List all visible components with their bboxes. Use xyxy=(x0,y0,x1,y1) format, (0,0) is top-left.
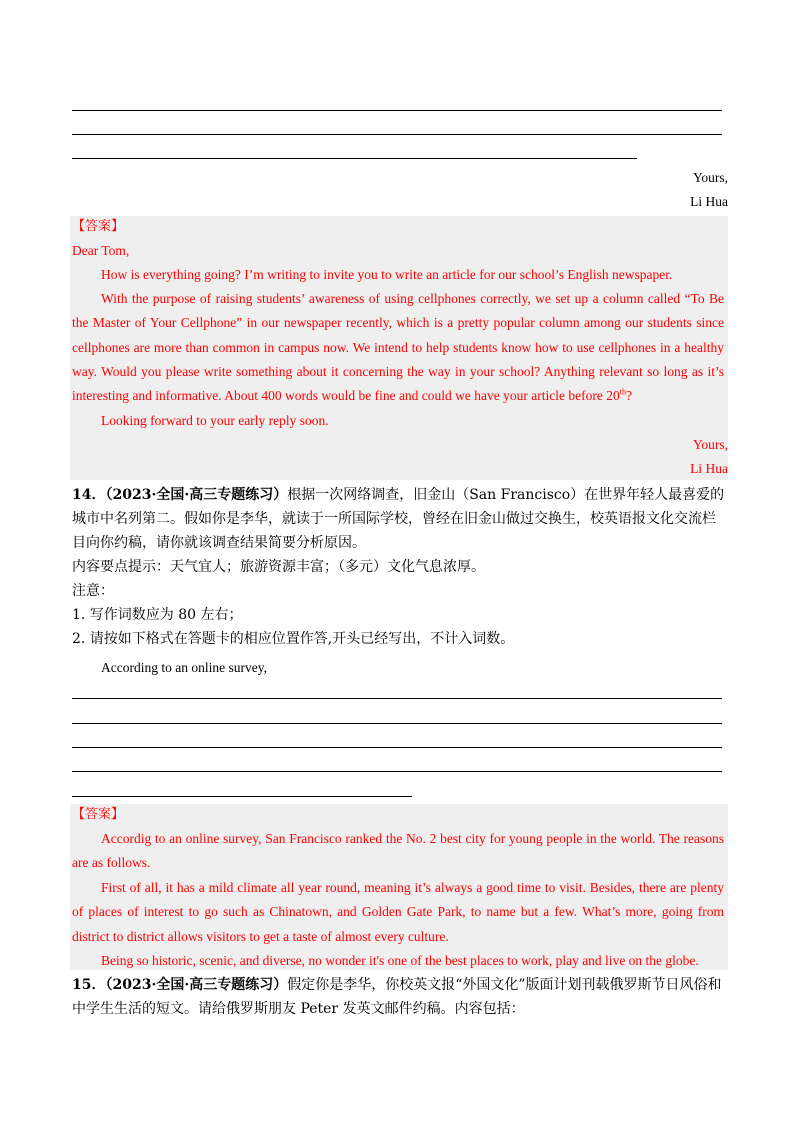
question-source: （2023·全国·高三专题练习） xyxy=(105,977,288,993)
answer-line xyxy=(72,747,722,748)
answer-line xyxy=(72,796,412,797)
question-hints: 内容要点提示：天气宜人；旅游资源丰富；（多元）文化气息浓厚。 xyxy=(72,559,485,575)
answer-line xyxy=(72,771,722,772)
question-prompt: 假定你是李华，你校英文报“外国文化”版面计划刊载俄罗斯节日风俗和中学生生活的短文。请给俄罗斯朋友 Peter 发英文邮件约稿。内容包括： xyxy=(72,977,722,1017)
answer-line xyxy=(72,698,722,699)
answer-closing: Yours, xyxy=(692,437,728,452)
letter-signature: Li Hua xyxy=(690,194,728,209)
answer-tag: 【答案】 xyxy=(72,219,125,234)
note-item: 1. 写作词数应为 80 左右； xyxy=(72,607,243,623)
answer-tag: 【答案】 xyxy=(72,807,125,822)
question-source: （2023·全国·高三专题练习） xyxy=(105,487,288,503)
answer-salutation: Dear Tom, xyxy=(72,243,130,258)
answer-signature: Li Hua xyxy=(690,461,728,476)
question-number: 14． xyxy=(72,487,106,503)
answer-line xyxy=(72,134,722,135)
answer-paragraph: With the purpose of raising students’ awareness of using cellphones correctly, we set up a column called “To Be the Master of Your Cellphone” in our newspaper recently, which is a pretty popular column among our students since cellphones are more than common in campus now. We intend to help students know how to use cellphones in a healthy way. Would you please write something about it concerning the way in your school? Anything relevant so long as it’s interesting and informative. About 400 words would be fine and could we have your article before 20th? xyxy=(72,291,724,404)
question-prompt: 根据一次网络调查，旧金山（San Francisco）在世界年轻人最喜爱的城市中名列第二。假如你是李华，就读于一所国际学校，曾经在旧金山做过交换生，校英语报文化交流栏目向你约稿，请你就该调查结果简要分析原因。 xyxy=(72,487,725,551)
answer-paragraph: How is everything going? I’m writing to invite you to write an article for our school’s English newspaper. xyxy=(101,267,673,282)
answer-line xyxy=(72,723,722,724)
answer-paragraph: Accordig to an online survey, San Francisco ranked the No. 2 best city for young people in the world. The reasons are as follows. xyxy=(72,831,724,871)
letter-closing: Yours, xyxy=(692,170,728,185)
superscript: th xyxy=(619,387,626,397)
essay-opening: According to an online survey, xyxy=(101,660,267,675)
note-item: 2. 请按如下格式在答题卡的相应位置作答,开头已经写出，不计入词数。 xyxy=(72,631,515,647)
question-14 xyxy=(72,483,726,555)
notes-title: 注意： xyxy=(72,583,114,599)
answer-paragraph: Being so historic, scenic, and diverse, no wonder it's one of the best places to work, play and live on the globe. xyxy=(101,953,699,968)
answer-paragraph: Looking forward to your early reply soon. xyxy=(101,413,329,428)
answer-line xyxy=(72,158,637,159)
answer-paragraph: First of all, it has a mild climate all year round, meaning it’s always a good time to visit. Besides, there are plenty of places of interest to go such as Chinatown, and Golden Gate Park, to name but a few. What’s more, going from district to district allows visitors to get a taste of almost every culture. xyxy=(72,880,724,944)
question-15 xyxy=(72,973,726,1021)
answer-line xyxy=(72,110,722,111)
question-number: 15． xyxy=(72,977,106,993)
